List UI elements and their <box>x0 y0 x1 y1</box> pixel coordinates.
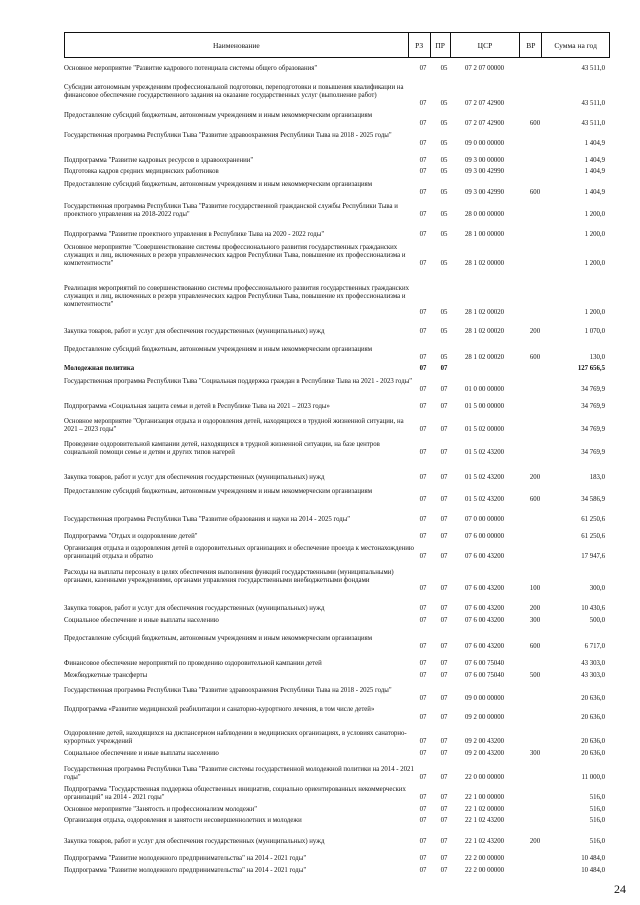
row-rz: 07 <box>419 672 427 679</box>
row-name: Основное мероприятие "Занятость и профессионализм молодежи" <box>64 806 257 813</box>
row-csr: 09 2 00 43200 <box>465 738 505 745</box>
row-pr: 05 <box>440 260 448 267</box>
row-csr: 07 2 07 42900 <box>465 120 505 127</box>
row-rz: 07 <box>419 231 427 238</box>
row-rz: 07 <box>419 867 427 874</box>
row-sum: 10 430,6 <box>581 605 605 612</box>
row-sum: 34 769,9 <box>581 403 605 410</box>
row-csr: 22 1 00 00000 <box>465 794 505 801</box>
row-sum: 516,0 <box>589 806 605 813</box>
row-csr: 22 1 02 43200 <box>465 817 505 824</box>
row-name: Подпрограмма "Отдых и оздоровление детей" <box>64 533 198 540</box>
row-vr: 200 <box>529 328 541 335</box>
row-pr: 07 <box>440 714 448 721</box>
row-rz: 07 <box>419 817 427 824</box>
row-sum: 1 404,9 <box>584 140 605 147</box>
row-sum: 43 511,0 <box>581 100 605 107</box>
row-pr: 07 <box>440 533 448 540</box>
row-rz: 07 <box>419 806 427 813</box>
column-header-vr: ВР <box>520 33 542 57</box>
row-pr: 07 <box>440 365 448 372</box>
row-pr: 05 <box>440 140 448 147</box>
row-sum: 43 303,0 <box>581 672 605 679</box>
row-csr: 01 0 00 00000 <box>465 386 505 393</box>
row-csr: 01 5 02 00000 <box>465 426 505 433</box>
row-csr: 07 6 00 75040 <box>465 672 505 679</box>
row-name: Подготовка кадров средних медицинских работников <box>64 168 219 175</box>
row-csr: 01 5 02 43200 <box>465 496 505 503</box>
row-vr: 600 <box>529 189 541 196</box>
row-rz: 07 <box>419 855 427 862</box>
row-pr: 07 <box>440 660 448 667</box>
row-pr: 05 <box>440 65 448 72</box>
row-rz: 07 <box>419 553 427 560</box>
row-sum: 20 636,0 <box>581 750 605 757</box>
row-csr: 07 6 00 00000 <box>465 533 505 540</box>
row-sum: 300,0 <box>589 585 605 592</box>
row-rz: 07 <box>419 496 427 503</box>
row-rz: 07 <box>419 617 427 624</box>
row-pr: 05 <box>440 354 448 361</box>
row-sum: 127 656,5 <box>577 365 605 372</box>
row-vr: 600 <box>529 354 541 361</box>
row-sum: 1 404,9 <box>584 157 605 164</box>
row-name: Социальное обеспечение и иные выплаты населению <box>64 617 219 624</box>
row-csr: 09 3 00 00000 <box>465 157 505 164</box>
row-csr: 07 2 07 00000 <box>465 65 505 72</box>
row-pr: 05 <box>440 309 448 316</box>
row-vr: 600 <box>529 496 541 503</box>
row-name: Предоставление субсидий бюджетным, автономным учреждениям и иным некоммерческим организациям <box>64 112 373 119</box>
column-header-pr: ПР <box>431 33 451 57</box>
row-pr: 07 <box>440 695 448 702</box>
row-pr: 07 <box>440 794 448 801</box>
row-rz: 07 <box>419 65 427 72</box>
page-number: 24 <box>614 882 626 896</box>
row-csr: 28 1 00 00000 <box>465 231 505 238</box>
row-sum: 17 947,6 <box>581 553 605 560</box>
row-pr: 07 <box>440 806 448 813</box>
row-rz: 07 <box>419 157 427 164</box>
row-csr: 28 1 02 00020 <box>465 354 505 361</box>
row-pr: 05 <box>440 211 448 218</box>
row-rz: 07 <box>419 794 427 801</box>
row-csr: 07 6 00 43200 <box>465 643 505 650</box>
row-rz: 07 <box>419 714 427 721</box>
row-csr: 09 0 00 00000 <box>465 140 505 147</box>
row-sum: 11 000,0 <box>581 774 605 781</box>
row-csr: 22 1 02 43200 <box>465 838 505 845</box>
row-csr: 01 5 02 43200 <box>465 474 505 481</box>
row-name: Межбюджетные трансферты <box>64 672 148 679</box>
row-rz: 07 <box>419 168 427 175</box>
row-pr: 07 <box>440 838 448 845</box>
row-name: Расходы на выплаты персоналу в целях обеспечения выполнения функций государственными (муниципальными) органами, казенными учреждениями, органами управления государственными внебюджетными фондами <box>64 569 394 584</box>
row-csr: 22 0 00 00000 <box>465 774 505 781</box>
row-csr: 28 1 02 00020 <box>465 309 505 316</box>
row-rz: 07 <box>419 774 427 781</box>
row-sum: 500,0 <box>589 617 605 624</box>
row-name: Предоставление субсидий бюджетным, автономным учреждениям и иным некоммерческим организациям <box>64 181 373 188</box>
row-sum: 61 250,6 <box>581 516 605 523</box>
row-csr: 28 1 02 00000 <box>465 260 505 267</box>
row-pr: 07 <box>440 386 448 393</box>
row-pr: 07 <box>440 553 448 560</box>
row-sum: 10 484,0 <box>581 867 605 874</box>
row-sum: 34 769,9 <box>581 386 605 393</box>
row-name: Подпрограмма "Развитие кадровых ресурсов в здравоохранении" <box>64 157 254 164</box>
row-sum: 1 200,0 <box>584 231 605 238</box>
row-csr: 07 6 00 43200 <box>465 617 505 624</box>
row-name: Закупка товаров, работ и услуг для обеспечения государственных (муниципальных) нужд <box>64 328 325 335</box>
row-rz: 07 <box>419 449 427 456</box>
row-pr: 07 <box>440 774 448 781</box>
row-rz: 07 <box>419 695 427 702</box>
row-rz: 07 <box>419 533 427 540</box>
row-rz: 07 <box>419 100 427 107</box>
row-rz: 07 <box>419 643 427 650</box>
row-pr: 07 <box>440 672 448 679</box>
row-vr: 200 <box>529 838 541 845</box>
row-vr: 500 <box>529 672 541 679</box>
row-name: Основное мероприятие "Организация отдыха и оздоровления детей, находящихся в трудной жизненной ситуации, на 2021 – 2023 годы" <box>64 418 404 433</box>
row-sum: 1 070,0 <box>584 328 605 335</box>
row-name: Субсидии автономным учреждениям профессиональной подготовки, переподготовки и повышения квалификации на финансовое обеспечение государственного задания на оказание государственных услуг (выполнение работ) <box>64 84 404 99</box>
column-header-csr: ЦСР <box>451 33 521 57</box>
row-rz: 07 <box>419 750 427 757</box>
row-pr: 07 <box>440 750 448 757</box>
row-name: Государственная программа Республики Тыва "Развитие здравоохранения Республики Тыва на 2018 - 2025 годы" <box>64 687 392 694</box>
row-vr: 600 <box>529 120 541 127</box>
row-rz: 07 <box>419 189 427 196</box>
row-vr: 600 <box>529 643 541 650</box>
row-rz: 07 <box>419 660 427 667</box>
row-csr: 22 1 02 00000 <box>465 806 505 813</box>
row-rz: 07 <box>419 838 427 845</box>
row-vr: 200 <box>529 474 541 481</box>
row-name: Государственная программа Республики Тыва "Развитие системы государственной молодежной политики на 2014 - 2021 годы" <box>64 766 414 781</box>
row-sum: 34 586,9 <box>581 496 605 503</box>
column-header-name: Наименование <box>65 33 409 57</box>
row-name: Реализация мероприятий по совершенствованию системы профессионального развития государственных гражданских служащих и лиц, включенных в резерв управленческих кадров Республики Тыва, повышение их профессионализма и компетентности" <box>64 285 410 308</box>
row-name: Подпрограмма "Развитие проектного управления в Республике Тыва на 2020 - 2022 годы" <box>64 231 325 238</box>
row-sum: 1 404,9 <box>584 189 605 196</box>
row-rz: 07 <box>419 474 427 481</box>
row-csr: 09 2 00 43200 <box>465 750 505 757</box>
row-rz: 07 <box>419 260 427 267</box>
table-header <box>64 32 610 58</box>
row-sum: 183,0 <box>589 474 605 481</box>
row-name: Молодежная политика <box>64 365 135 372</box>
row-rz: 07 <box>419 328 427 335</box>
row-rz: 07 <box>419 120 427 127</box>
row-sum: 1 200,0 <box>584 260 605 267</box>
row-csr: 01 5 02 43200 <box>465 449 505 456</box>
row-csr: 09 2 00 00000 <box>465 714 505 721</box>
row-csr: 07 6 00 75040 <box>465 660 505 667</box>
column-header-sum: Сумма на год <box>554 40 597 50</box>
row-name: Подпрограмма «Социальная защита семьи и детей в Республике Тыва на 2021 – 2023 годы» <box>64 403 330 410</box>
row-sum: 20 636,0 <box>581 695 605 702</box>
row-rz: 07 <box>419 585 427 592</box>
row-name: Закупка товаров, работ и услуг для обеспечения государственных (муниципальных) нужд <box>64 838 325 845</box>
row-rz: 07 <box>419 365 427 372</box>
row-rz: 07 <box>419 403 427 410</box>
row-csr: 07 6 00 43200 <box>465 585 505 592</box>
row-name: Организация отдыха, оздоровления и занятости несовершеннолетних и молодежи <box>64 817 302 824</box>
row-name: Государственная программа Республики Тыва "Развитие государственной гражданской службы Республики Тыва и проектного управления на 2018-2022 годы" <box>64 203 398 218</box>
row-sum: 43 511,0 <box>581 65 605 72</box>
row-name: Проведение оздоровительной кампании детей, находящихся в трудной жизненной ситуации, на базе центров социальной помощи семье и детям и других типов нагерей <box>64 441 380 456</box>
row-pr: 07 <box>440 605 448 612</box>
row-sum: 43 303,0 <box>581 660 605 667</box>
row-vr: 100 <box>529 585 541 592</box>
row-name: Предоставление субсидий бюджетным, автономным учреждениям и иным некоммерческим организациям <box>64 346 373 353</box>
row-name: Государственная программа Республики Тыва "Социальная поддержка граждан в Республике Тыва на 2021 - 2023 годы" <box>64 378 413 385</box>
row-vr: 200 <box>529 605 541 612</box>
row-sum: 516,0 <box>589 817 605 824</box>
row-pr: 07 <box>440 643 448 650</box>
row-sum: 6 717,0 <box>584 643 605 650</box>
row-pr: 05 <box>440 120 448 127</box>
row-csr: 07 0 00 00000 <box>465 516 505 523</box>
row-pr: 05 <box>440 168 448 175</box>
row-name: Предоставление субсидий бюджетным, автономным учреждениям и иным некоммерческим организациям <box>64 488 373 495</box>
row-csr: 07 6 00 43200 <box>465 605 505 612</box>
row-rz: 07 <box>419 605 427 612</box>
row-sum: 1 404,9 <box>584 168 605 175</box>
row-sum: 34 769,9 <box>581 449 605 456</box>
row-sum: 20 636,0 <box>581 714 605 721</box>
row-pr: 07 <box>440 403 448 410</box>
row-name: Закупка товаров, работ и услуг для обеспечения государственных (муниципальных) нужд <box>64 605 325 612</box>
row-vr: 300 <box>529 617 541 624</box>
row-pr: 07 <box>440 855 448 862</box>
row-name: Оздоровление детей, находящихся на диспансерном наблюдении в медицинских организациях, в условиях санаторно-курортных учреждений <box>64 730 407 745</box>
row-csr: 07 2 07 42900 <box>465 100 505 107</box>
row-pr: 07 <box>440 617 448 624</box>
row-rz: 07 <box>419 140 427 147</box>
row-name: Основное мероприятие "Развитие кадрового потенциала системы общего образования" <box>64 65 318 72</box>
row-rz: 07 <box>419 211 427 218</box>
row-name: Подпрограмма «Развитие медицинской реабилитации и санаторно-курортного лечения, в том числе детей» <box>64 706 375 713</box>
row-name: Закупка товаров, работ и услуг для обеспечения государственных (муниципальных) нужд <box>64 474 325 481</box>
row-pr: 05 <box>440 100 448 107</box>
row-pr: 07 <box>440 496 448 503</box>
row-csr: 01 5 00 00000 <box>465 403 505 410</box>
row-name: Основное мероприятие "Совершенствование системы профессионального развития государственных гражданских служащих и лиц, включенных в резерв управленческих кадров Республики Тыва, повышение их профессионализма и компетентности" <box>64 244 406 267</box>
row-sum: 1 200,0 <box>584 211 605 218</box>
row-rz: 07 <box>419 426 427 433</box>
row-rz: 07 <box>419 738 427 745</box>
row-sum: 10 484,0 <box>581 855 605 862</box>
row-rz: 07 <box>419 386 427 393</box>
row-csr: 09 3 00 42990 <box>465 168 505 175</box>
row-name: Подпрограмма "Государственная поддержка общественных инициатив, социально ориентированных некоммерческих организаций" на 2014 - 2021 годы" <box>64 786 406 801</box>
row-csr: 09 0 00 00000 <box>465 695 505 702</box>
row-pr: 07 <box>440 738 448 745</box>
row-pr: 05 <box>440 328 448 335</box>
row-pr: 07 <box>440 867 448 874</box>
row-pr: 05 <box>440 157 448 164</box>
row-name: Предоставление субсидий бюджетным, автономным учреждениям и иным некоммерческим организациям <box>64 635 373 642</box>
row-csr: 07 6 00 43200 <box>465 553 505 560</box>
row-pr: 07 <box>440 449 448 456</box>
row-sum: 20 636,0 <box>581 738 605 745</box>
row-sum: 43 511,0 <box>581 120 605 127</box>
row-name: Подпрограмма "Развитие молодежного предпринимательства" на 2014 - 2021 годы" <box>64 855 307 862</box>
row-sum: 130,0 <box>589 354 605 361</box>
row-rz: 07 <box>419 354 427 361</box>
row-name: Финансовое обеспечение мероприятий по проведению оздоровительной кампании детей <box>64 660 322 667</box>
row-name: Государственная программа Республики Тыва "Развитие образования и науки на 2014 - 2025 годы" <box>64 516 351 523</box>
row-csr: 22 2 00 00000 <box>465 855 505 862</box>
row-name: Подпрограмма "Развитие молодежного предпринимательства" на 2014 - 2021 годы" <box>64 867 307 874</box>
column-header-rz: РЗ <box>409 33 431 57</box>
row-csr: 22 2 00 00000 <box>465 867 505 874</box>
row-rz: 07 <box>419 309 427 316</box>
row-csr: 09 3 00 42990 <box>465 189 505 196</box>
row-pr: 07 <box>440 474 448 481</box>
row-vr: 300 <box>529 750 541 757</box>
row-pr: 07 <box>440 516 448 523</box>
row-sum: 516,0 <box>589 794 605 801</box>
row-csr: 28 1 02 00020 <box>465 328 505 335</box>
row-pr: 07 <box>440 426 448 433</box>
row-sum: 1 200,0 <box>584 309 605 316</box>
row-name: Государственная программа Республики Тыва "Развитие здравоохранения Республики Тыва на 2018 - 2025 годы" <box>64 132 392 139</box>
row-csr: 28 0 00 00000 <box>465 211 505 218</box>
row-pr: 05 <box>440 189 448 196</box>
row-sum: 61 250,6 <box>581 533 605 540</box>
row-name: Организация отдыха и оздоровления детей в оздоровительных организациях и обеспечение проезда к местонахождению организаций отдыха и обратно <box>64 545 414 560</box>
row-pr: 07 <box>440 817 448 824</box>
row-pr: 07 <box>440 585 448 592</box>
row-rz: 07 <box>419 516 427 523</box>
row-sum: 516,0 <box>589 838 605 845</box>
row-name: Социальное обеспечение и иные выплаты населению <box>64 750 219 757</box>
row-pr: 05 <box>440 231 448 238</box>
row-sum: 34 769,9 <box>581 426 605 433</box>
